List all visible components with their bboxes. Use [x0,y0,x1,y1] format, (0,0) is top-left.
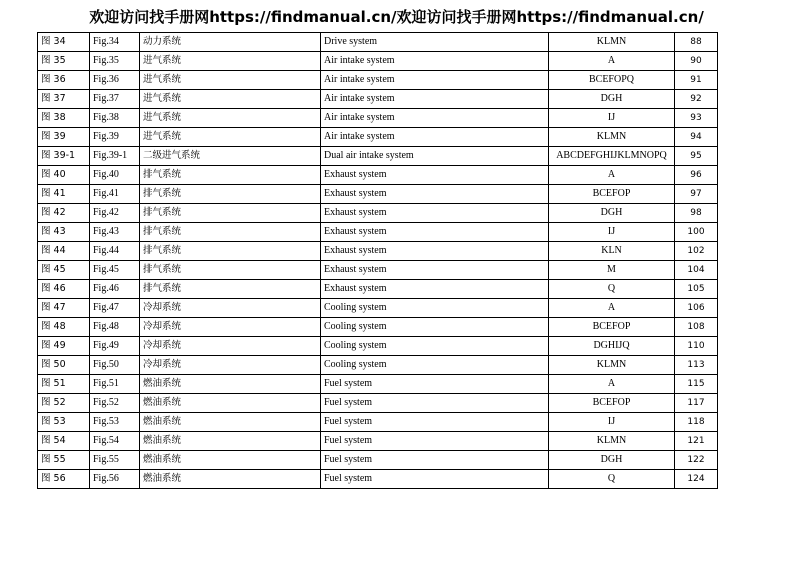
figure-number-cn: 图 46 [38,280,90,299]
figure-number-en: Fig.54 [90,432,140,451]
system-name-en: Fuel system [321,375,549,394]
system-name-en: Exhaust system [321,261,549,280]
variant-code: A [549,166,675,185]
system-name-cn: 燃油系统 [140,375,321,394]
page-number: 113 [675,356,718,375]
variant-code: Q [549,280,675,299]
system-name-en: Exhaust system [321,242,549,261]
figure-number-cn: 图 47 [38,299,90,318]
figure-number-en: Fig.56 [90,470,140,489]
system-name-en: Air intake system [321,71,549,90]
figure-number-en: Fig.41 [90,185,140,204]
figure-number-cn: 图 35 [38,52,90,71]
figure-number-cn: 图 39 [38,128,90,147]
figure-number-en: Fig.34 [90,33,140,52]
page-number: 106 [675,299,718,318]
system-name-cn: 排气系统 [140,204,321,223]
system-name-cn: 排气系统 [140,280,321,299]
system-name-en: Fuel system [321,394,549,413]
table-row [38,356,718,375]
system-name-cn: 燃油系统 [140,394,321,413]
figure-number-en: Fig.55 [90,451,140,470]
figure-number-en: Fig.40 [90,166,140,185]
system-name-en: Cooling system [321,318,549,337]
watermark-banner: 欢迎访问找手册网https://findmanual.cn/欢迎访问找手册网https://findmanual.cn/ [89,8,704,26]
figure-number-cn: 图 54 [38,432,90,451]
figure-number-en: Fig.52 [90,394,140,413]
page-number: 93 [675,109,718,128]
system-name-en: Exhaust system [321,185,549,204]
variant-code: DGHIJQ [549,337,675,356]
system-name-en: Fuel system [321,470,549,489]
variant-code: ABCDEFGHIJKLMNOPQ [549,147,675,166]
system-name-cn: 冷却系统 [140,299,321,318]
system-name-cn: 进气系统 [140,90,321,109]
variant-code: BCEFOP [549,394,675,413]
figure-number-cn: 图 48 [38,318,90,337]
system-name-en: Exhaust system [321,223,549,242]
figure-number-en: Fig.43 [90,223,140,242]
table-row [38,280,718,299]
figure-number-en: Fig.39 [90,128,140,147]
table-row [38,451,718,470]
page-number: 90 [675,52,718,71]
table-row [38,261,718,280]
system-name-cn: 进气系统 [140,109,321,128]
system-name-en: Drive system [321,33,549,52]
system-name-cn: 进气系统 [140,52,321,71]
system-name-cn: 二级进气系统 [140,147,321,166]
table-row [38,394,718,413]
table-row [38,470,718,489]
table-row [38,299,718,318]
table-row [38,166,718,185]
variant-code: KLN [549,242,675,261]
table-row [38,204,718,223]
system-name-en: Air intake system [321,52,549,71]
figure-number-en: Fig.51 [90,375,140,394]
system-name-cn: 排气系统 [140,261,321,280]
variant-code: A [549,299,675,318]
table-row [38,318,718,337]
table-row [38,147,718,166]
variant-code: BCEFOP [549,318,675,337]
variant-code: A [549,52,675,71]
system-name-cn: 排气系统 [140,166,321,185]
figure-number-cn: 图 34 [38,33,90,52]
figure-number-cn: 图 45 [38,261,90,280]
table-row [38,223,718,242]
figure-number-cn: 图 53 [38,413,90,432]
system-name-cn: 排气系统 [140,242,321,261]
table-row [38,71,718,90]
table-body [38,33,718,489]
figure-number-en: Fig.48 [90,318,140,337]
figure-number-cn: 图 50 [38,356,90,375]
system-name-en: Fuel system [321,413,549,432]
figure-number-en: Fig.47 [90,299,140,318]
variant-code: KLMN [549,33,675,52]
figure-number-cn: 图 56 [38,470,90,489]
system-name-cn: 燃油系统 [140,432,321,451]
page-number: 95 [675,147,718,166]
system-name-en: Dual air intake system [321,147,549,166]
figure-number-en: Fig.45 [90,261,140,280]
system-name-en: Air intake system [321,128,549,147]
page-number: 122 [675,451,718,470]
variant-code: KLMN [549,432,675,451]
variant-code: IJ [549,109,675,128]
system-name-cn: 燃油系统 [140,451,321,470]
system-name-cn: 冷却系统 [140,318,321,337]
figure-number-cn: 图 39-1 [38,147,90,166]
variant-code: Q [549,470,675,489]
table-row [38,185,718,204]
variant-code: M [549,261,675,280]
system-name-en: Fuel system [321,432,549,451]
table-row [38,109,718,128]
figure-number-cn: 图 37 [38,90,90,109]
figure-number-cn: 图 52 [38,394,90,413]
figure-number-en: Fig.38 [90,109,140,128]
page-number: 91 [675,71,718,90]
figure-number-en: Fig.46 [90,280,140,299]
figure-number-cn: 图 51 [38,375,90,394]
page-number: 104 [675,261,718,280]
page-number: 102 [675,242,718,261]
system-name-en: Exhaust system [321,166,549,185]
page-number: 118 [675,413,718,432]
system-name-cn: 燃油系统 [140,470,321,489]
variant-code: DGH [549,90,675,109]
page-number: 98 [675,204,718,223]
page-number: 108 [675,318,718,337]
system-name-en: Cooling system [321,356,549,375]
page-number: 105 [675,280,718,299]
variant-code: DGH [549,204,675,223]
figure-number-en: Fig.50 [90,356,140,375]
figure-number-cn: 图 49 [38,337,90,356]
figure-number-cn: 图 36 [38,71,90,90]
figure-number-en: Fig.53 [90,413,140,432]
variant-code: KLMN [549,356,675,375]
page-number: 92 [675,90,718,109]
system-name-cn: 燃油系统 [140,413,321,432]
system-name-en: Exhaust system [321,280,549,299]
table-row [38,375,718,394]
page-number: 117 [675,394,718,413]
figure-number-cn: 图 40 [38,166,90,185]
page-number: 88 [675,33,718,52]
page-number: 96 [675,166,718,185]
variant-code: IJ [549,223,675,242]
figure-number-en: Fig.44 [90,242,140,261]
table-row [38,33,718,52]
system-name-cn: 进气系统 [140,128,321,147]
variant-code: DGH [549,451,675,470]
figure-number-en: Fig.36 [90,71,140,90]
table-row [38,337,718,356]
page-number: 110 [675,337,718,356]
variant-code: BCEFOP [549,185,675,204]
table-row [38,432,718,451]
system-name-cn: 冷却系统 [140,337,321,356]
page-number: 115 [675,375,718,394]
system-name-en: Exhaust system [321,204,549,223]
figure-number-en: Fig.37 [90,90,140,109]
figure-number-en: Fig.49 [90,337,140,356]
page-number: 121 [675,432,718,451]
page-number: 97 [675,185,718,204]
figure-number-en: Fig.35 [90,52,140,71]
table-row [38,413,718,432]
figure-number-cn: 图 41 [38,185,90,204]
variant-code: A [549,375,675,394]
variant-code: BCEFOPQ [549,71,675,90]
page-number: 124 [675,470,718,489]
variant-code: KLMN [549,128,675,147]
system-name-cn: 排气系统 [140,223,321,242]
system-name-en: Cooling system [321,337,549,356]
system-name-cn: 冷却系统 [140,356,321,375]
page-number: 94 [675,128,718,147]
system-name-cn: 进气系统 [140,71,321,90]
figure-number-cn: 图 43 [38,223,90,242]
system-name-cn: 排气系统 [140,185,321,204]
figure-index-table [37,32,718,489]
table-row [38,90,718,109]
table-row [38,242,718,261]
system-name-cn: 动力系统 [140,33,321,52]
system-name-en: Air intake system [321,90,549,109]
system-name-en: Fuel system [321,451,549,470]
figure-number-en: Fig.42 [90,204,140,223]
figure-number-cn: 图 44 [38,242,90,261]
figure-number-cn: 图 42 [38,204,90,223]
system-name-en: Cooling system [321,299,549,318]
figure-number-cn: 图 55 [38,451,90,470]
figure-number-en: Fig.39-1 [90,147,140,166]
system-name-en: Air intake system [321,109,549,128]
variant-code: IJ [549,413,675,432]
table-row [38,52,718,71]
table-row [38,128,718,147]
figure-number-cn: 图 38 [38,109,90,128]
page-number: 100 [675,223,718,242]
